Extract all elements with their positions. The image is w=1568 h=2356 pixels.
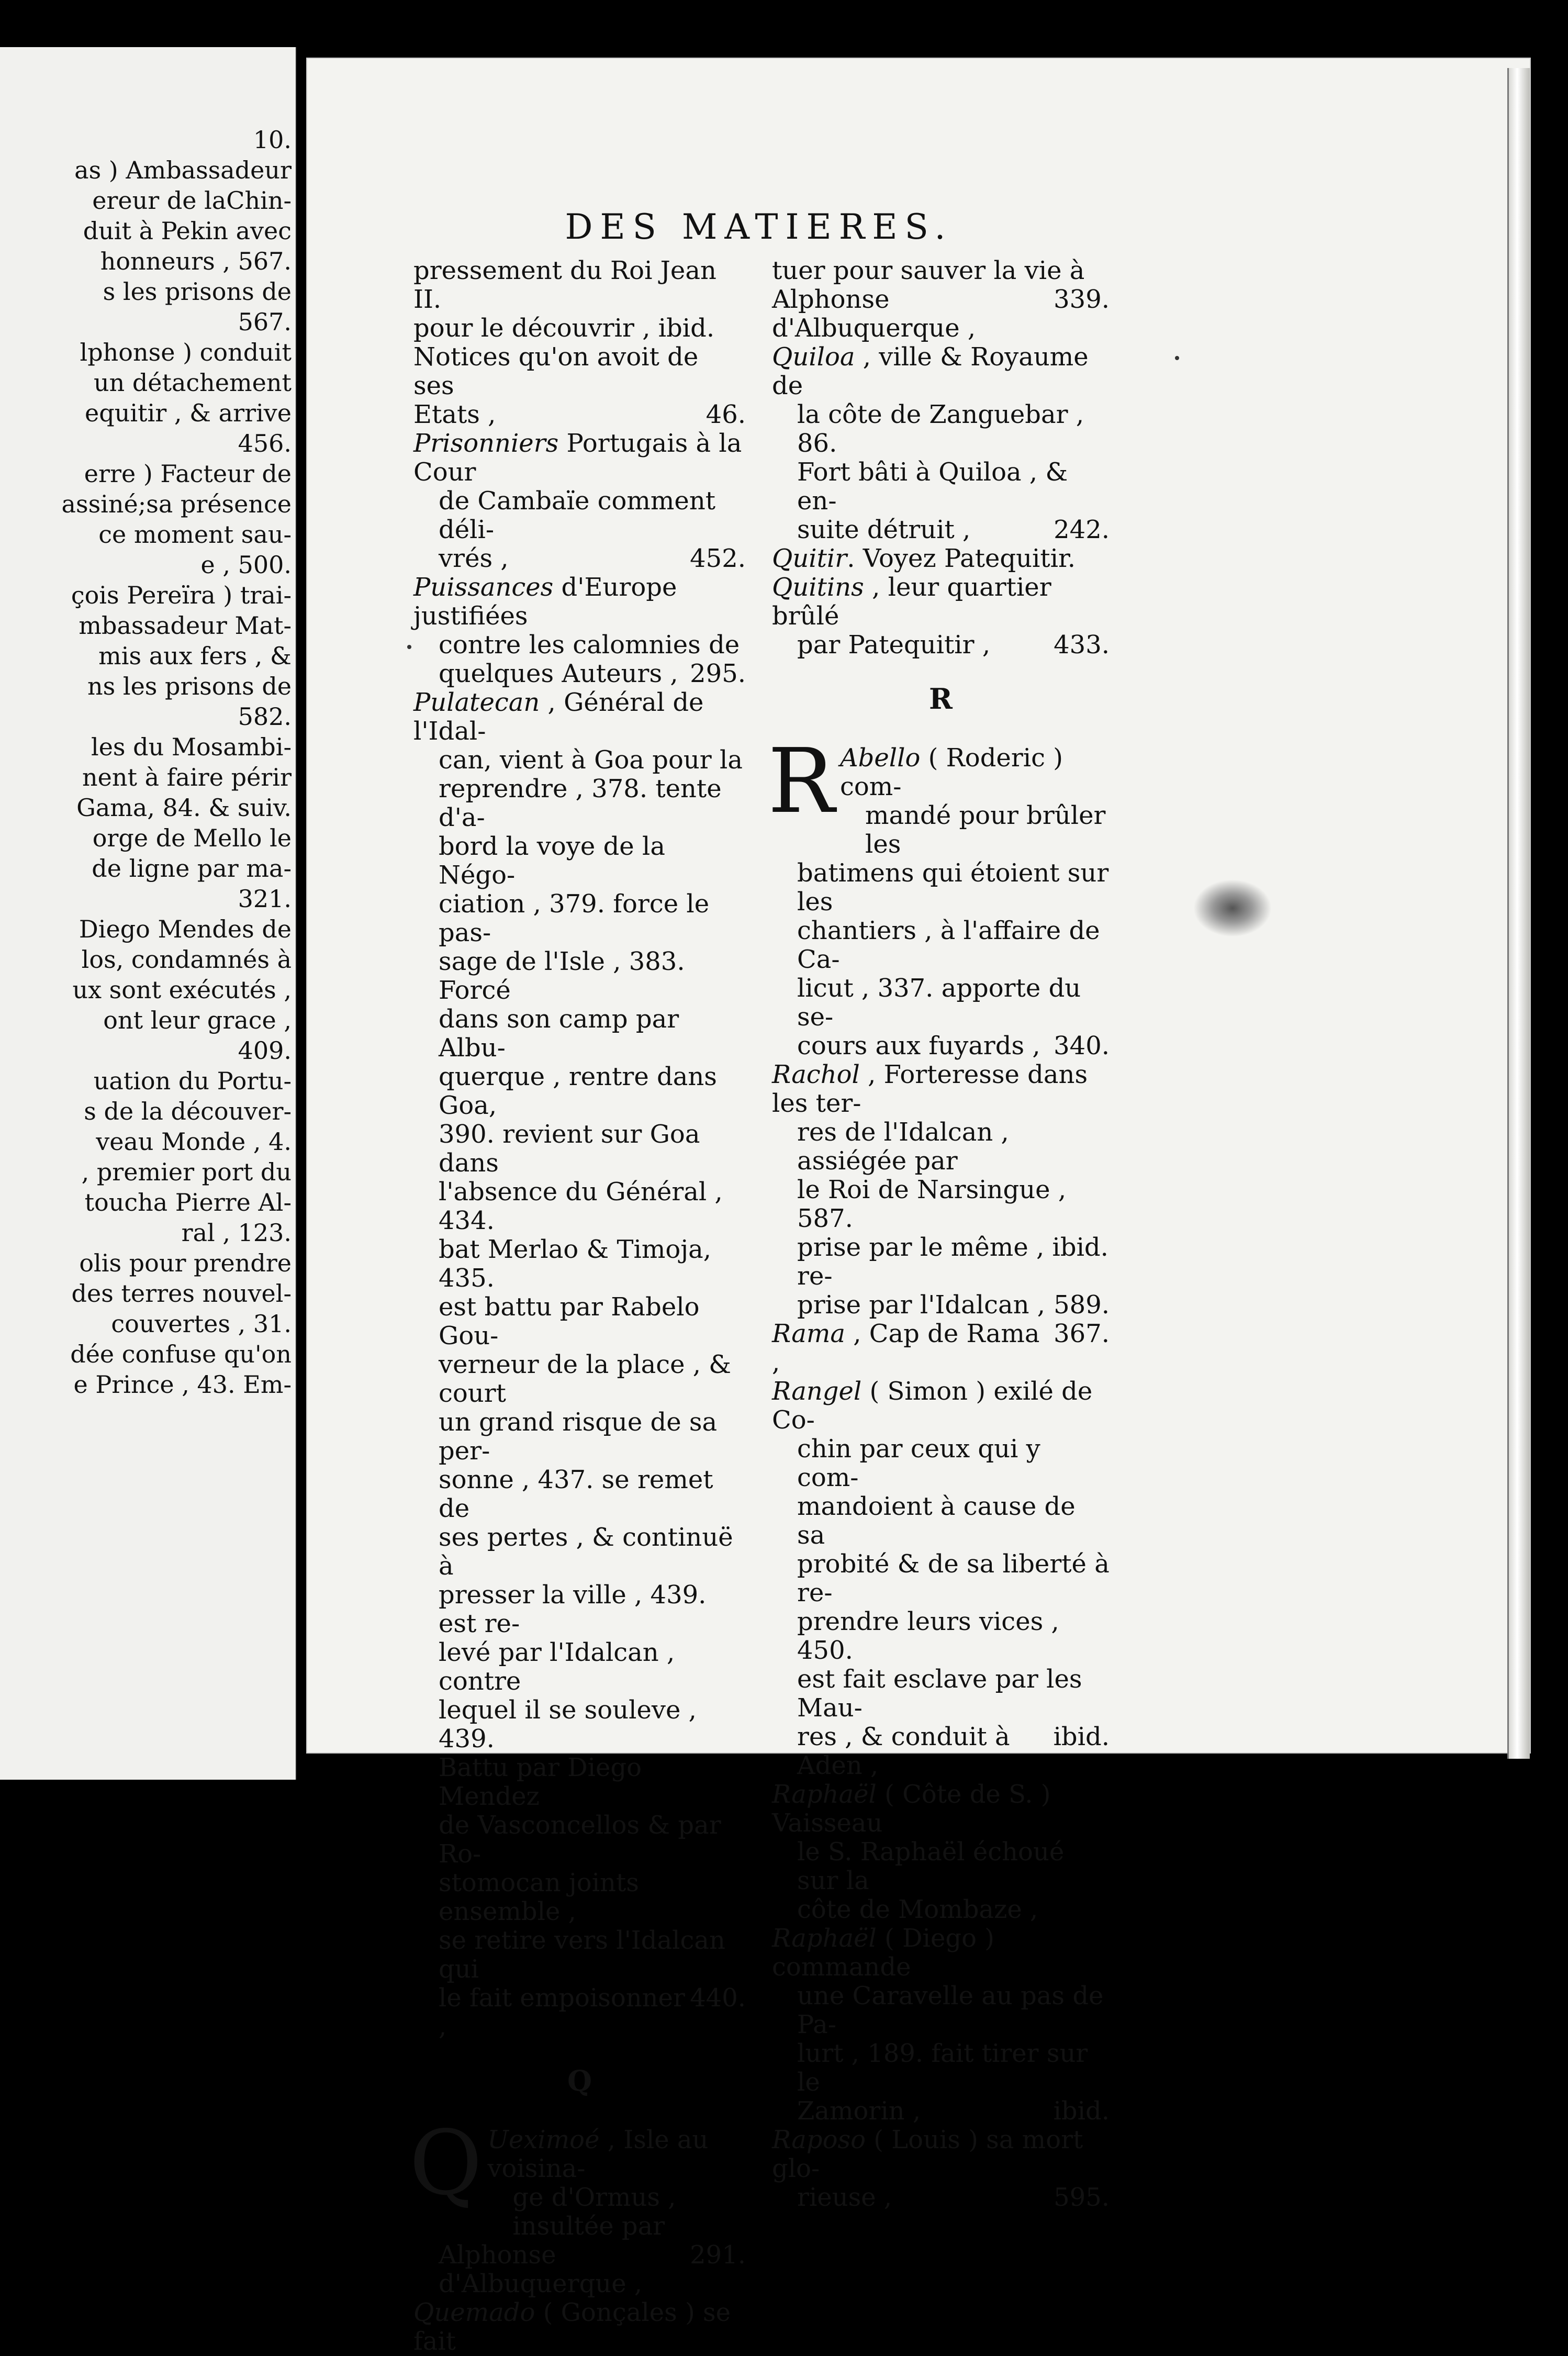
entry-text: , Forteresse dans les ter- — [772, 1060, 1088, 1118]
left-page-line: equitir , & arrive — [85, 399, 292, 427]
entry-headword: Quiloa — [772, 342, 855, 372]
left-page-line: lphonse ) conduit — [80, 338, 292, 366]
index-entry — [772, 573, 1110, 660]
entry-text: prise par l'Idalcan , — [797, 1290, 1045, 1320]
page-number: 595. — [1054, 2183, 1110, 2212]
section-letter-q: Q — [567, 2064, 592, 2097]
entry-text: rieuse , — [797, 2183, 892, 2212]
left-page-line: honneurs , 567. — [100, 247, 292, 275]
entry-line — [413, 775, 746, 832]
left-page-line: couvertes , 31. — [111, 1310, 292, 1338]
entry-first-line — [772, 1780, 1110, 1838]
entry-text: bord la voye de la Négo- — [439, 832, 665, 890]
entry-line — [413, 314, 746, 343]
entry-text: un grand risque de sa per- — [439, 1408, 718, 1466]
entry-text: bat Merlao & Timoja, 435. — [439, 1235, 712, 1293]
left-page-line: as ) Ambassadeur — [74, 156, 292, 184]
index-column-left — [409, 256, 746, 2356]
entry-line — [413, 544, 746, 573]
entry-line — [413, 1754, 746, 1811]
left-page — [0, 47, 297, 1780]
entry-line — [772, 1895, 1110, 1924]
entry-line — [413, 947, 746, 1005]
entry-line — [413, 1984, 746, 2041]
entry-text: prendre leurs vices , 450. — [797, 1607, 1059, 1665]
entry-text: can, vient à Goa pour la — [439, 745, 743, 775]
left-page-line: ral , 123. — [181, 1219, 292, 1247]
entry-line — [772, 1982, 1110, 2039]
page-number: 433. — [1054, 630, 1110, 660]
entry-text: batimens qui étoient sur les — [797, 858, 1109, 917]
entry-text: Zamorin , — [797, 2096, 921, 2126]
entry-line — [840, 801, 1110, 859]
speck — [407, 645, 411, 649]
entry-text: mandoient à cause de sa — [797, 1492, 1076, 1550]
left-page-line: mis aux fers , & — [98, 642, 292, 670]
index-entry — [772, 343, 1110, 544]
entry-first-line — [772, 1924, 1110, 1982]
entry-text: lequel il se souleve , 439. — [439, 1695, 697, 1754]
entry-headword: Quitins — [772, 573, 864, 602]
entry-text: ( Simon ) exilé de Co- — [772, 1377, 1093, 1435]
entry-line — [772, 1723, 1110, 1780]
entry-text: est battu par Rabelo Gou- — [439, 1292, 700, 1350]
entry-text: ses pertes , & continuë à — [439, 1523, 733, 1581]
entry-text: prise par le même , ibid. re- — [797, 1233, 1108, 1291]
entry-text: le fait empoisonner , — [439, 1983, 685, 2041]
entry-line — [772, 1118, 1110, 1176]
entry-text: Fort bâti à Quiloa , & en- — [797, 457, 1068, 516]
entry-line — [413, 1293, 746, 1350]
entry-text: côte de Mombaze , — [797, 1895, 1038, 1924]
left-page-line: erre ) Facteur de — [84, 460, 292, 488]
index-entry — [413, 429, 746, 573]
entry-text: Portugais à la Cour — [413, 429, 742, 487]
left-page-line: e Prince , 43. Em- — [73, 1370, 292, 1399]
page-number: 340. — [1054, 1031, 1110, 1060]
entry-text: levé par l'Idalcan , contre — [439, 1638, 675, 1696]
left-page-line: 321. — [238, 885, 292, 913]
index-entry — [772, 1320, 1110, 1377]
entry-headword: Raphaël — [772, 1780, 877, 1809]
entry-text: dans son camp par Albu- — [439, 1004, 679, 1063]
entry-line — [772, 256, 1110, 285]
left-page-line: ereur de laChin- — [92, 186, 292, 215]
entry-line — [772, 2097, 1110, 2126]
entry-line — [413, 1581, 746, 1638]
entry-line — [413, 1638, 746, 1696]
left-page-line: s de la découver- — [84, 1097, 292, 1125]
entry-first-line — [413, 429, 746, 487]
entry-line — [413, 1178, 746, 1235]
entry-text: ( Diego ) commande — [772, 1924, 994, 1982]
entry-text: d'Europe justifiées — [413, 573, 677, 631]
entry-headword: Rangel — [772, 1377, 862, 1406]
drop-capital: Q — [409, 2112, 483, 2215]
left-page-line: mbassadeur Mat- — [79, 611, 292, 640]
page-number: 339. — [1054, 285, 1110, 314]
running-head: DES MATIERES. — [565, 207, 953, 247]
entry-line — [413, 660, 746, 688]
entry-line — [772, 859, 1110, 917]
left-page-line: nent à faire périr — [82, 763, 292, 791]
left-page-line: les du Mosambi- — [91, 733, 292, 761]
entry-text: de Vasconcellos & par Ro- — [439, 1811, 721, 1869]
entry-headword: Ueximoé — [487, 2125, 600, 2154]
left-page-line: ns les prisons de — [87, 672, 292, 700]
entry-text: . Voyez Patequitir. — [847, 544, 1076, 573]
page-number: 589. — [1054, 1290, 1110, 1320]
page-number: 452. — [690, 544, 746, 573]
entry-text: sonne , 437. se remet de — [439, 1465, 713, 1523]
left-page-line: , premier port du — [81, 1158, 292, 1186]
entry-line — [413, 2241, 746, 2298]
entry-text: licut , 337. apporte du se- — [797, 974, 1081, 1032]
left-page-line: los, condamnés à — [81, 945, 292, 974]
index-entry — [768, 730, 1110, 1060]
entry-line — [413, 1696, 746, 1754]
entry-text: probité & de sa liberté à re- — [797, 1549, 1110, 1607]
left-page-line: 582. — [238, 702, 292, 731]
left-page-line: duit à Pekin avec — [83, 217, 292, 245]
left-page-line: Gama, 84. & suiv. — [76, 794, 292, 822]
entry-text: cours aux fuyards , — [797, 1031, 1040, 1060]
entry-text: la côte de Zanguebar , 86. — [797, 400, 1084, 458]
entry-line — [772, 1176, 1110, 1233]
entry-text: 390. revient sur Goa dans — [439, 1120, 700, 1178]
entry-line — [413, 1408, 746, 1466]
entry-first-line — [772, 544, 1110, 573]
left-page-line: çois Pereïra ) trai- — [71, 581, 292, 609]
drop-capital: R — [768, 730, 835, 833]
entry-line — [413, 1466, 746, 1523]
entry-line — [772, 1607, 1110, 1665]
left-page-line: 456. — [238, 429, 292, 457]
entry-text: le Roi de Narsingue , 587. — [797, 1175, 1067, 1233]
entry-text: ( Roderic ) com- — [840, 743, 1063, 801]
entry-line — [413, 256, 746, 314]
entry-line — [772, 2039, 1110, 2097]
entry-text: lurt , 189. fait tirer sur le — [797, 2039, 1088, 2097]
page-number: 46. — [705, 400, 746, 429]
entry-line — [413, 1063, 746, 1120]
left-page-line: des terres nouvel- — [71, 1279, 292, 1308]
index-entry — [772, 256, 1110, 343]
entry-line — [772, 631, 1110, 660]
entry-headword: Prisonniers — [413, 429, 559, 458]
index-entry — [413, 256, 746, 429]
entry-text: querque , rentre dans Goa, — [439, 1062, 717, 1120]
left-page-line: de ligne par ma- — [92, 854, 292, 883]
entry-text: suite détruit , — [797, 515, 971, 544]
left-page-line: dée confuse qu'on — [70, 1340, 292, 1368]
entry-headword: Quitir — [772, 544, 847, 573]
entry-line — [772, 1492, 1110, 1550]
left-page-line: e , 500. — [200, 551, 292, 579]
left-page-line: orge de Mello le — [92, 824, 292, 852]
left-page-line: un détachement — [93, 369, 292, 397]
entry-line — [413, 1811, 746, 1869]
entry-line — [772, 1233, 1110, 1291]
entry-line — [413, 1350, 746, 1408]
left-page-line: ont leur grace , — [103, 1006, 292, 1034]
entry-text: res de l'Idalcan , assiégée par — [797, 1118, 1009, 1176]
entry-headword: Pulatecan — [413, 688, 540, 717]
left-page-line: olis pour prendre — [79, 1249, 292, 1277]
entry-text: Etats , — [413, 400, 496, 429]
left-page-line: s les prisons de — [103, 277, 292, 306]
entry-text: l'absence du Général , 434. — [439, 1177, 723, 1235]
entry-first-line — [772, 2126, 1110, 2183]
entry-text: vrés , — [439, 544, 509, 573]
entry-first-line — [772, 1060, 1110, 1118]
entry-text: ( Louis ) sa mort glo- — [772, 2125, 1083, 2183]
left-page-line: uation du Portu- — [93, 1067, 292, 1095]
index-entry — [413, 2298, 746, 2356]
index-entry — [409, 2112, 746, 2298]
entry-text: chin par ceux qui y com- — [797, 1434, 1040, 1492]
section-letter-r: R — [929, 682, 953, 716]
entry-line — [772, 1291, 1110, 1320]
page-number: 440. — [690, 1983, 746, 2013]
left-page-line: 567. — [238, 308, 292, 336]
entry-text: se retire vers l'Idalcan qui — [439, 1926, 725, 1984]
entry-text: Notices qu'on avoit de ses — [413, 342, 699, 400]
page-number: 291. — [690, 2240, 746, 2270]
entry-text: contre les calomnies de — [439, 630, 740, 660]
entry-line — [772, 1838, 1110, 1895]
entry-headword: Raphaël — [772, 1924, 877, 1953]
entry-line — [413, 832, 746, 890]
entry-line — [772, 917, 1110, 974]
entry-line — [413, 1120, 746, 1178]
entry-headword: Rachol — [772, 1060, 860, 1089]
left-page-line: ux sont exécutés , — [72, 976, 292, 1004]
ink-smudge — [1193, 879, 1272, 937]
entry-line — [772, 2183, 1110, 2212]
entry-line — [487, 2183, 746, 2241]
page-number: ibid. — [1053, 1722, 1110, 1751]
page-number: 367. — [1054, 1319, 1110, 1348]
entry-text: ciation , 379. force le pas- — [439, 889, 710, 947]
entry-text: , Cap de Rama , — [772, 1319, 1040, 1377]
entry-first-line — [772, 1377, 1110, 1435]
entry-line — [413, 890, 746, 947]
index-entry — [772, 1780, 1110, 1924]
entry-text: presser la ville , 439. est re- — [439, 1580, 707, 1638]
index-entry — [772, 1377, 1110, 1780]
entry-text: pressement du Roi Jean II. — [413, 256, 716, 314]
entry-text: quelques Auteurs , — [439, 659, 678, 688]
index-entry — [413, 688, 746, 2041]
page-number: 295. — [690, 659, 746, 688]
entry-headword: Puissances — [413, 573, 554, 602]
index-entry — [772, 2126, 1110, 2212]
entry-text: verneur de la place , & court — [439, 1350, 732, 1408]
entry-line — [772, 1665, 1110, 1723]
entry-line — [413, 1926, 746, 1984]
entry-text: ge d'Ormus , insultée par — [512, 2183, 676, 2241]
left-page-line: Diego Mendes de — [79, 915, 292, 943]
entry-line — [413, 1869, 746, 1926]
left-page-line: ce moment sau- — [98, 520, 292, 549]
index-entry — [772, 1924, 1110, 2126]
entry-text: stomocan joints ensemble , — [439, 1868, 639, 1926]
entry-line — [413, 343, 746, 400]
entry-headword: Abello — [840, 743, 921, 773]
entry-headword: Rama — [772, 1319, 845, 1348]
entry-first-line — [413, 688, 746, 746]
entry-first-line — [413, 2298, 746, 2356]
entry-line — [772, 974, 1110, 1032]
entry-text: chantiers , à l'affaire de Ca- — [797, 916, 1100, 974]
entry-text: ( Côte de S. ) Vaisseau — [772, 1780, 1051, 1838]
entry-text: de Cambaïe comment déli- — [439, 486, 716, 544]
entry-text: une Caravelle au pas de Pa- — [797, 1981, 1104, 2039]
entry-line — [772, 1550, 1110, 1607]
entry-text: , Général de l'Idal- — [413, 688, 704, 746]
left-page-line: toucha Pierre Al- — [84, 1188, 292, 1216]
entry-text: le S. Raphaël échoué sur la — [797, 1837, 1065, 1895]
left-page-line: 409. — [238, 1036, 292, 1065]
entry-text: est fait esclave par les Mau- — [797, 1665, 1082, 1723]
entry-line — [772, 458, 1110, 516]
entry-line — [413, 487, 746, 544]
entry-first-line — [772, 343, 1110, 400]
page-number: ibid. — [1053, 2096, 1110, 2126]
left-page-line: veau Monde , 4. — [96, 1127, 292, 1156]
entry-text: mandé pour brûler les — [865, 801, 1106, 859]
entry-line — [413, 746, 746, 775]
entry-text: tuer pour sauver la vie à — [772, 256, 1085, 285]
entry-line — [772, 285, 1110, 343]
entry-headword: Quemado — [413, 2298, 535, 2327]
index-entry — [772, 1060, 1110, 1320]
entry-text: sage de l'Isle , 383. Forcé — [439, 947, 685, 1005]
entry-text: , leur quartier brûlé — [772, 573, 1051, 631]
index-entry — [413, 573, 746, 688]
entry-line — [413, 400, 746, 429]
entry-text: res , & conduit à Aden , — [797, 1722, 1010, 1780]
entry-text: reprendre , 378. tente d'a- — [439, 774, 722, 832]
page-edge — [1507, 68, 1530, 1759]
entry-first-line — [413, 573, 746, 631]
entry-first-line — [772, 573, 1110, 631]
entry-text: Alphonse d'Albuquerque , — [772, 285, 976, 343]
entry-text: Battu par Diego Mendez — [439, 1753, 642, 1811]
entry-text: pour le découvrir , ibid. — [413, 314, 715, 343]
entry-line — [413, 1523, 746, 1581]
entry-line — [413, 1235, 746, 1293]
entry-line — [413, 631, 746, 660]
page-number: 242. — [1054, 515, 1110, 544]
entry-text: ( Gonçales ) se fait — [413, 2298, 731, 2356]
speck — [1175, 356, 1179, 360]
entry-first-line — [772, 1320, 1110, 1377]
entry-headword: Raposo — [772, 2125, 866, 2154]
left-page-line: assiné;sa présence — [61, 490, 292, 518]
entry-line — [772, 400, 1110, 458]
entry-text: , Isle au voisina- — [487, 2125, 709, 2183]
left-page-line: 10. — [253, 126, 292, 154]
entry-text: par Patequitir , — [797, 630, 991, 660]
entry-line — [413, 1005, 746, 1063]
entry-line — [772, 1032, 1110, 1060]
entry-line — [772, 516, 1110, 544]
entry-line — [772, 1435, 1110, 1492]
entry-text: Alphonse d'Albuquerque , — [439, 2240, 643, 2298]
entry-text: , ville & Royaume de — [772, 342, 1089, 400]
index-entry — [772, 544, 1110, 573]
entry-text-group — [772, 1320, 1054, 1377]
index-column-right — [768, 256, 1110, 2212]
